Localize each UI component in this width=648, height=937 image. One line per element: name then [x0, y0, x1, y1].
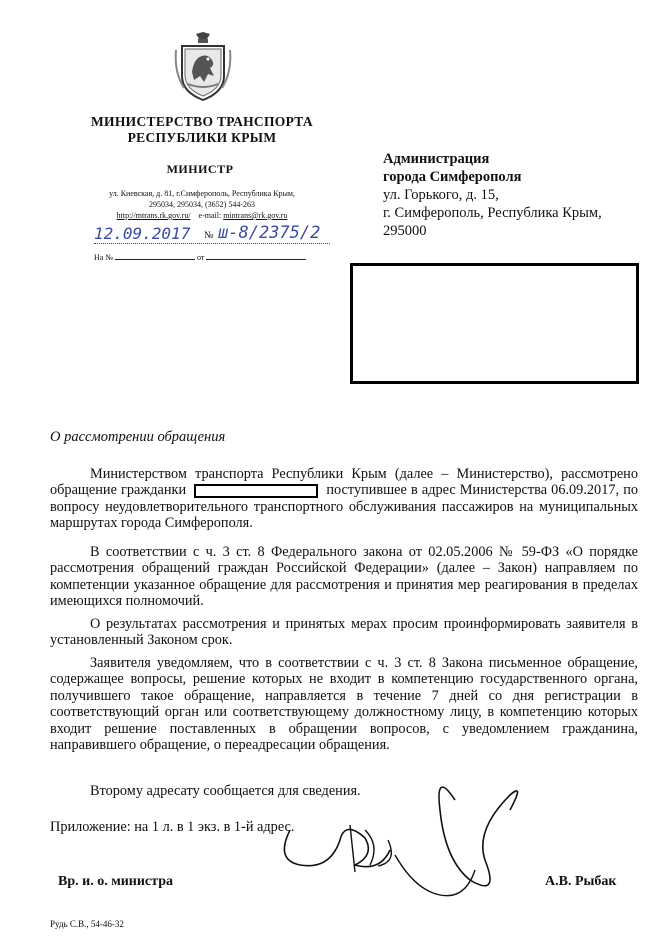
executor-line: Рудь С.В., 54-46-32: [50, 919, 124, 929]
attachment-line: Приложение: на 1 л. в 1 экз. в 1-й адрес.: [50, 819, 295, 835]
ministry-address-line1: ул. Киевская, д. 81, г.Симферополь, Республика Крым,: [109, 189, 295, 198]
ministry-website-link[interactable]: http://mtrans.rk.gov.ru/: [116, 211, 191, 220]
paragraph-3: О результатах рассмотрения и принятых мерах просим проинформировать заявителя в установленный Законом срок.: [50, 616, 638, 649]
reference-number-label: На №: [94, 253, 113, 262]
email-label: e-mail:: [198, 211, 222, 220]
registration-number-label: №: [204, 230, 214, 241]
handwritten-signature: [270, 770, 580, 910]
paragraph-2: В соответствии с ч. 3 ст. 8 Федерального закона от 02.05.2006 № 59-ФЗ «О порядке рассмотрения обращений граждан Российской Федерации» (далее – Закон) направляем по компетенции указанное обращение для рассмотрения и принятия мер реагирования в пределах имеющихся полномочий.: [50, 544, 638, 610]
recipient-line1: Администрация: [383, 151, 490, 167]
paragraph-5: Второму адресату сообщается для сведения.: [90, 783, 361, 799]
ministry-address-line2: 295034, 295034, (3652) 544-263: [149, 200, 255, 209]
ministry-name-line1: МИНИСТЕРСТВО ТРАНСПОРТА: [91, 114, 313, 129]
redacted-addressee-box: [350, 263, 639, 384]
ministry-name-line2: РЕСПУБЛИКИ КРЫМ: [127, 130, 277, 145]
redacted-name-box: [194, 484, 318, 498]
recipient-line5: 295000: [383, 223, 427, 239]
paragraph-1: Министерством транспорта Республики Крым (далее – Министерство), рассмотрено обращение гражданки поступившее в адрес Министерства 06.09.2017, по вопросу неудовлетворительного транспортного обслуживания пассажиров на муниципальных маршрутах города Симферополя.: [50, 466, 638, 532]
minister-heading: МИНИСТР: [166, 162, 234, 176]
ministry-email-link[interactable]: mintrans@rk.gov.ru: [223, 211, 288, 220]
reference-line: [94, 252, 324, 263]
registration-number: ш-8/2375/2: [218, 223, 321, 243]
recipient-line4: г. Симферополь, Республика Крым,: [383, 205, 602, 221]
registration-date: 12.09.2017: [94, 224, 191, 243]
signatory-position: Вр. и. о. министра: [58, 874, 173, 889]
recipient-line3: ул. Горького, д. 15,: [383, 187, 499, 203]
coat-of-arms-emblem: [172, 32, 234, 102]
registration-line: [94, 224, 334, 246]
letter-subject: О рассмотрении обращения: [50, 429, 226, 445]
recipient-line2: города Симферополя: [383, 169, 522, 185]
signatory-name: А.В. Рыбак: [545, 874, 617, 889]
reference-date-label: от: [196, 253, 205, 262]
paragraph-4: Заявителя уведомляем, что в соответствии с ч. 3 ст. 8 Закона письменное обращение, содержащее вопросы, решение которых не входит в компетенцию государственного органа, получившего такое обращение, направляется в течение 7 дней со дня регистрации в соответствующий орган или соответствующему должностному лицу, в компетенцию которых входит решение поставленных в обращении вопросов, с уведомлением гражданина, направившего обращение, о переадресации обращения.: [50, 655, 638, 754]
